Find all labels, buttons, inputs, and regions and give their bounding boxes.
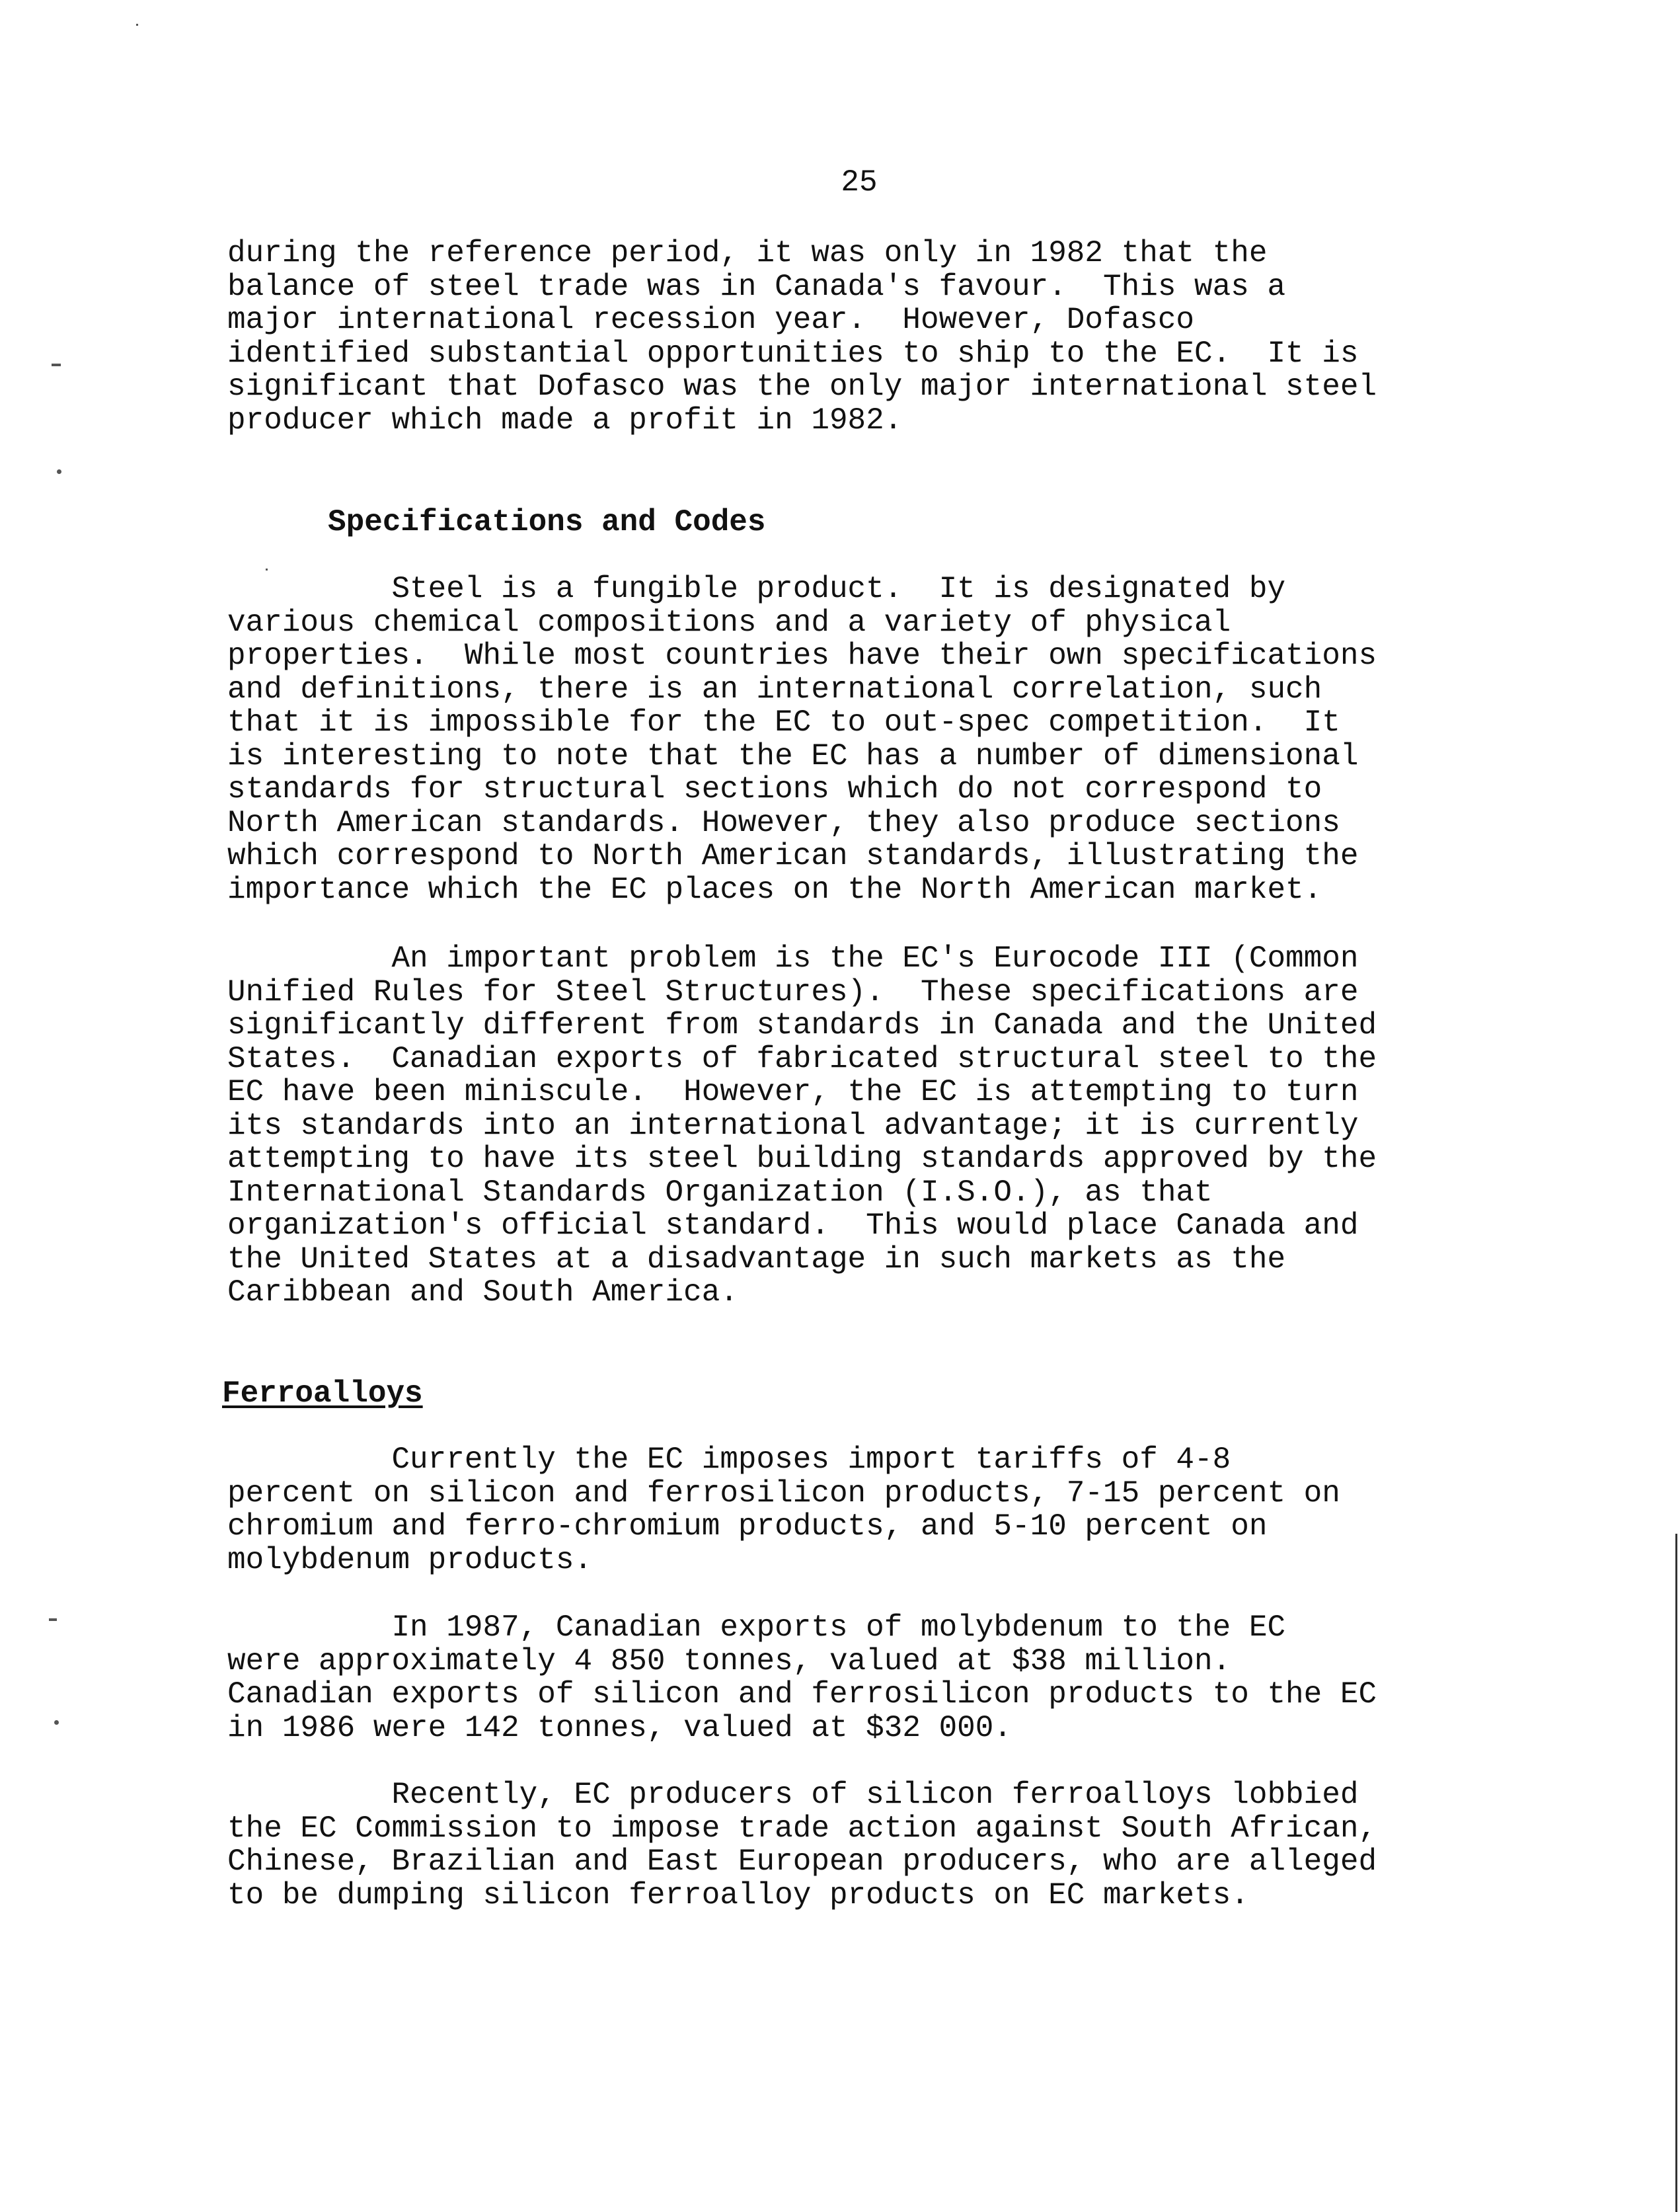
ferroalloys-paragraph-1: Currently the EC imposes import tariffs of 4-8 percent on silicon and ferrosilicon products, 7-15 percent on chromium and ferro-chromium products, and 5-10 percent on molybdenum products.	[227, 1442, 1340, 1577]
specifications-paragraph-2: An important problem is the EC's Eurocode III (Common Unified Rules for Steel Structures). These specifications are significantly different from standards in Canada and the United States. Canadian exports of fabricated structural steel to the EC have been miniscule. However, the EC is attempting to turn its standards into an international advantage; it is currently attempting to have its steel building standards approved by the International Standards Organization (I.S.O.), as that organization's official standard. This would place Canada and the United States at a disadvantage in such markets as the Caribbean and South America.	[227, 941, 1377, 1310]
scan-edge-line	[1675, 1534, 1677, 2212]
page-number: 25	[841, 165, 878, 200]
scan-speck	[52, 364, 61, 366]
section-heading-specifications: Specifications and Codes	[328, 505, 766, 539]
specifications-paragraph-1: Steel is a fungible product. It is designated by various chemical compositions and a variety of physical properties. While most countries have their own specifications and definitions, there is an international correlation, such that it is impossible for the EC to out-spec competition. It is interesting to note that the EC has a number of dimensional standards for structural sections which do not correspond to North American standards. However, they also produce sections which correspond to North American standards, illustrating the importance which the EC places on the North American market.	[227, 572, 1377, 907]
scan-speck	[136, 24, 138, 26]
scan-speck	[49, 1618, 57, 1621]
ferroalloys-paragraph-2: In 1987, Canadian exports of molybdenum to the EC were approximately 4 850 tonnes, valued at $38 million. Canadian exports of silicon and ferrosilicon products to the EC in 1986 were 142 tonnes, valued at $32 000.	[227, 1610, 1377, 1745]
scan-speck	[54, 1720, 59, 1725]
ferroalloys-paragraph-3: Recently, EC producers of silicon ferroalloys lobbied the EC Commission to impose trade action against South African, Chinese, Brazilian and East European producers, who are alleged to be dumping silicon ferroalloy products on EC markets.	[227, 1778, 1377, 1913]
intro-paragraph: during the reference period, it was only in 1982 that the balance of steel trade was in Canada's favour. This was a major international recession year. However, Dofasco identified substantial opportunities to ship to the EC. It is significant that Dofasco was the only major international steel producer which made a profit in 1982.	[227, 236, 1377, 438]
scan-speck	[57, 469, 61, 474]
section-heading-ferroalloys: Ferroalloys	[222, 1376, 423, 1411]
scan-speck	[266, 569, 268, 571]
